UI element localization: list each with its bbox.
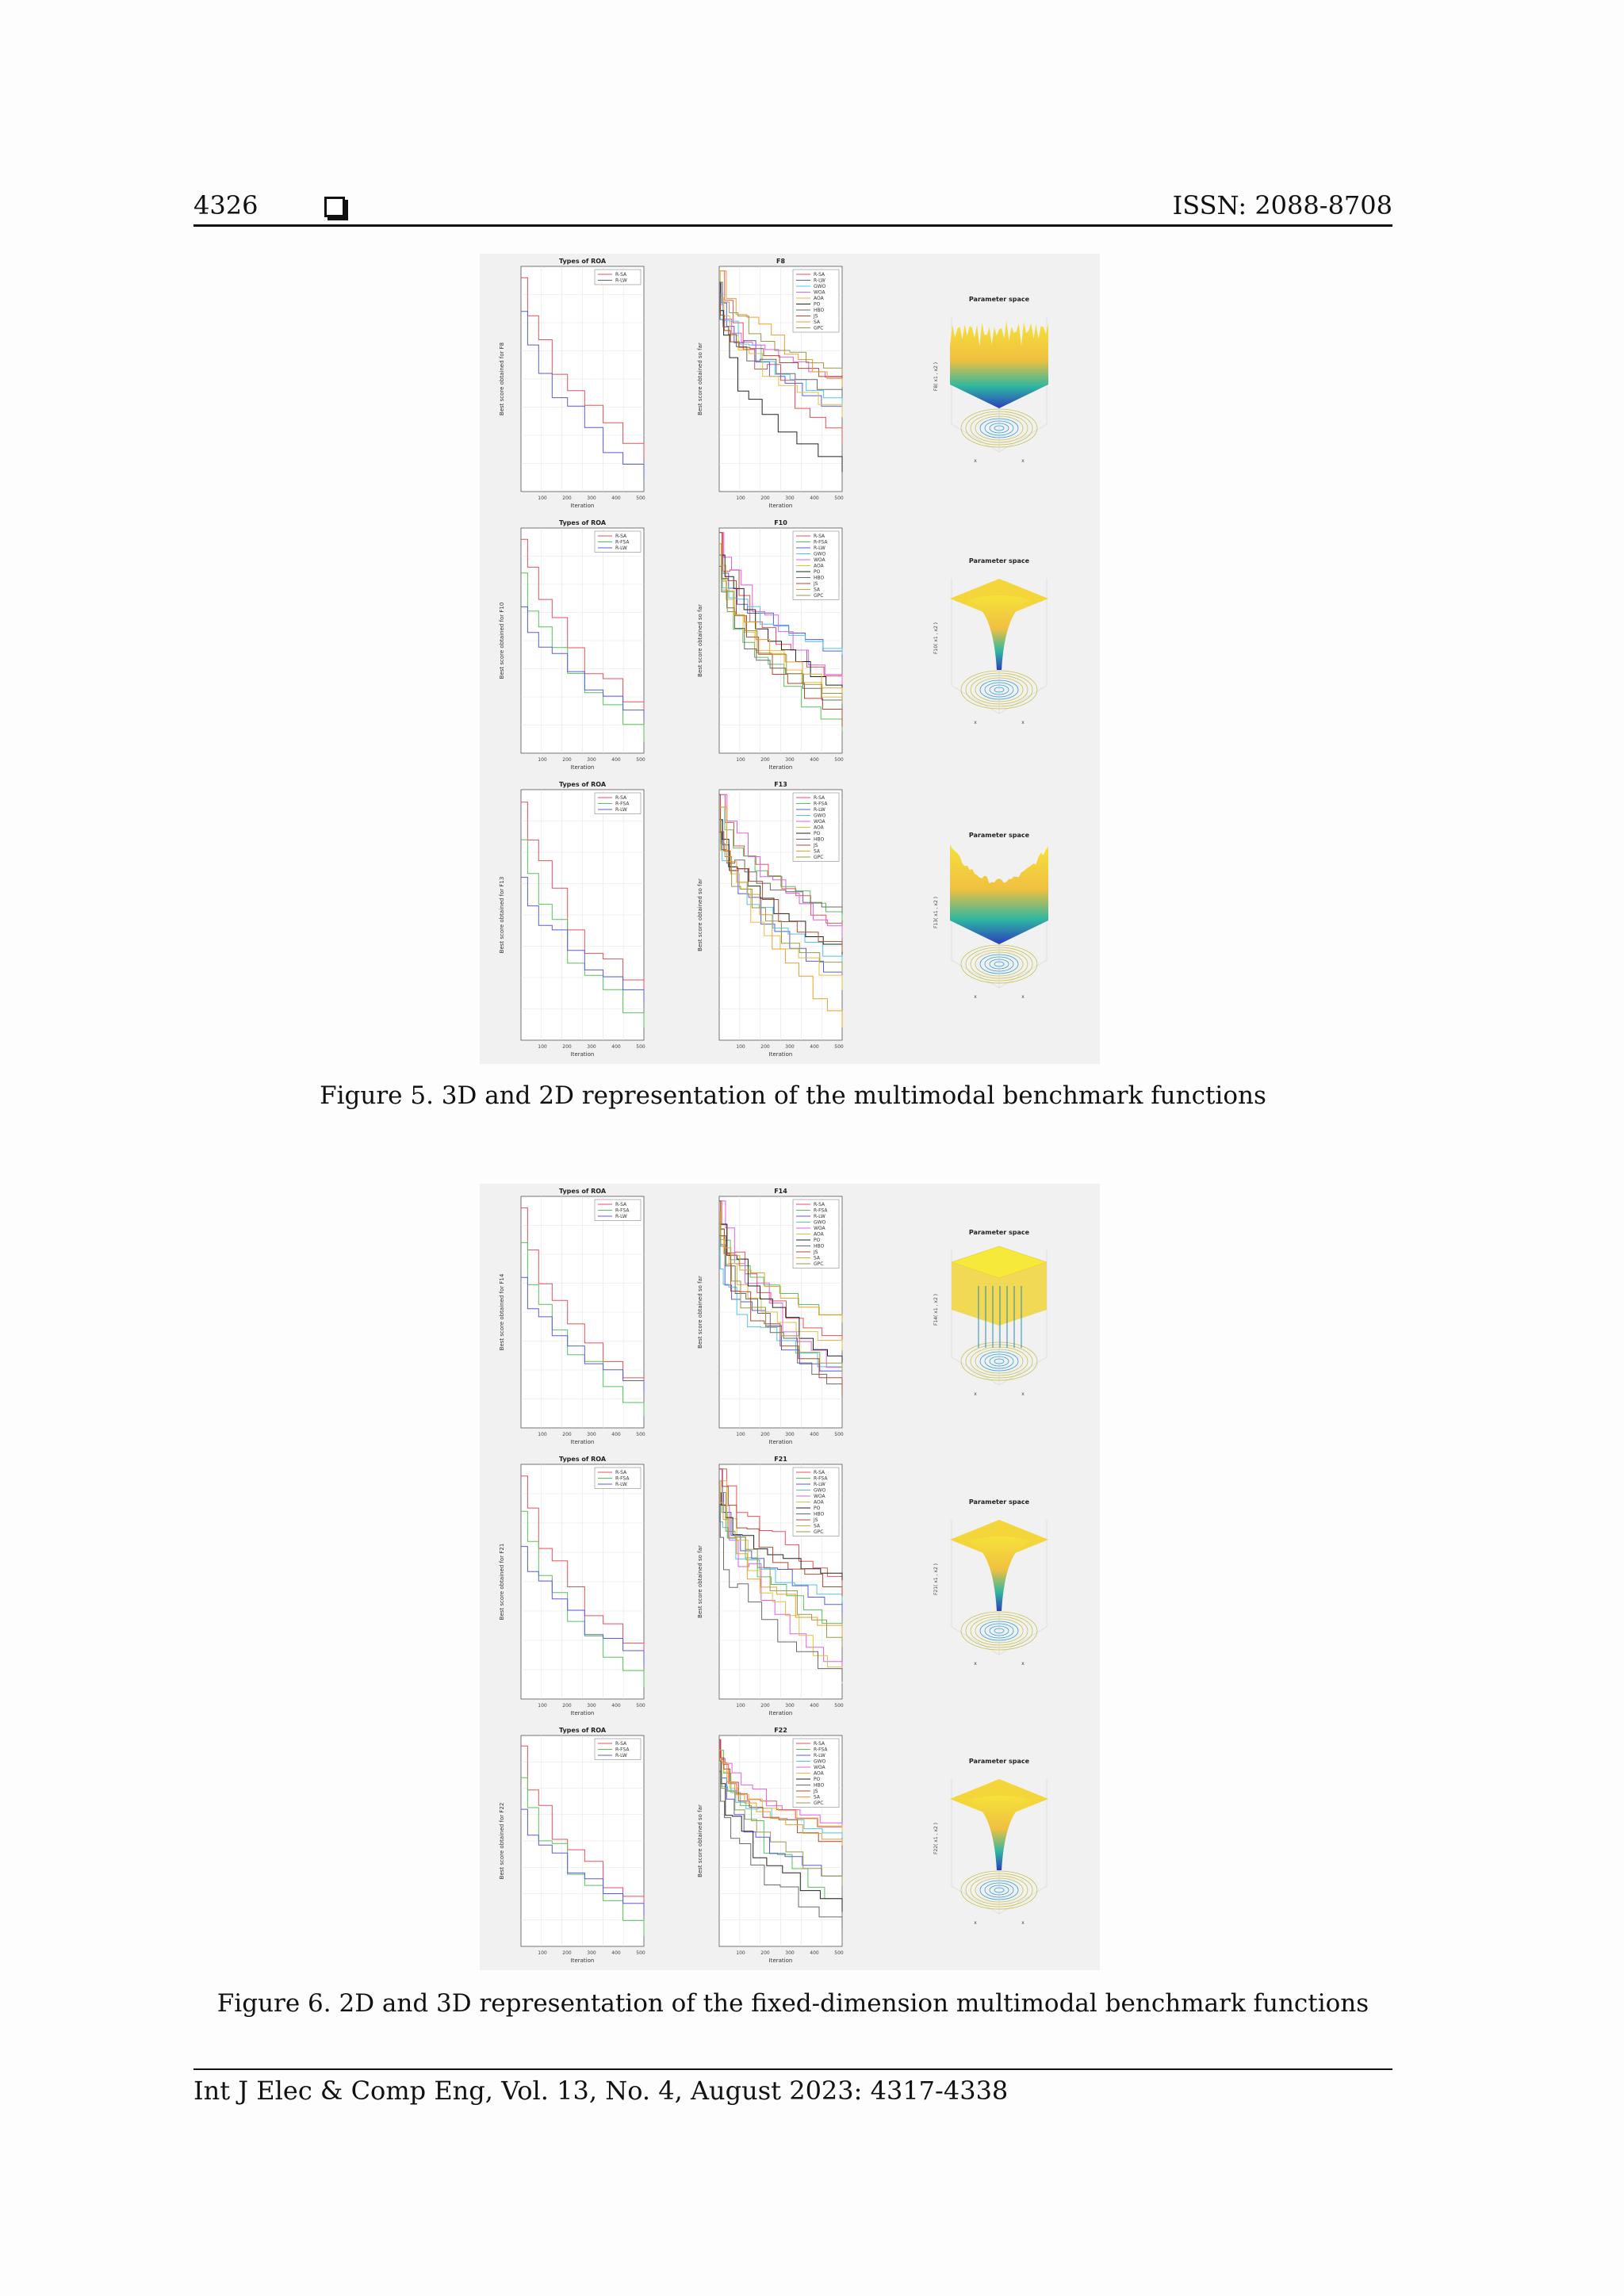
fig5-r2-left-title: Types of ROA	[558, 519, 607, 526]
fig5-r1-mid-xtick: 200	[760, 496, 770, 501]
fig6-r2-mid-xtick: 200	[760, 1703, 770, 1709]
footer-citation: Int J Elec & Comp Eng, Vol. 13, No. 4, August 2023: 4317-4338	[193, 2076, 1009, 2106]
fig6-r2-left-legend-label: R-SA	[615, 1470, 627, 1475]
fig6-r1-mid-legend-label: R-LW	[814, 1214, 825, 1219]
fig6-r3-mid-ylabel: Best score obtained so far	[697, 1804, 703, 1877]
fig6-r2-left-title: Types of ROA	[558, 1456, 607, 1463]
fig5-r3-left-ylabel: Best score obtained for F13	[499, 876, 505, 954]
fig6-r3-left-xtick: 400	[611, 1950, 621, 1956]
fig5-r3-left-legend-label: R-FSA	[615, 801, 630, 807]
fig6-r2-surface-title: Parameter space	[968, 1498, 1030, 1506]
fig6-row-1	[499, 1188, 1047, 1445]
fig5-r2-mid-xtick: 500	[834, 757, 844, 763]
fig5-r2-mid-legend-label: AOA	[814, 563, 824, 569]
fig5-r2-mid-legend-label: SA	[814, 587, 821, 593]
fig5-r3-surface-x1-label: x	[1021, 994, 1025, 1000]
fig5-r3-left-legend-label: R-SA	[615, 795, 627, 801]
fig6-r1-mid-legend-label: HBO	[814, 1243, 825, 1249]
fig6-r2-surface-x2-label: x	[974, 1661, 977, 1667]
fig6-row-3	[499, 1727, 1048, 1964]
fig6-r2-left-xtick: 100	[538, 1703, 547, 1709]
fig5-r1-left-legend-label: R-LW	[615, 277, 627, 284]
fig5-r2-mid-legend-label: WOA	[814, 557, 825, 563]
fig6-r1-mid-xtick: 300	[785, 1432, 795, 1437]
fig5-r1-mid-title: F8	[776, 258, 786, 265]
fig6-r2-mid-ylabel: Best score obtained so far	[697, 1545, 703, 1618]
fig6-r1-surface-title: Parameter space	[968, 1229, 1030, 1236]
fig6-r3-mid-xtick: 500	[834, 1950, 844, 1956]
fig5-r2-mid-xtick: 100	[736, 757, 745, 763]
fig6-r2-mid-title: F21	[774, 1456, 787, 1463]
fig6-r3-left-xtick: 300	[587, 1950, 596, 1956]
fig5-r2-left-xlabel: Iteration	[570, 764, 595, 771]
footer-rule	[193, 2068, 1392, 2070]
fig6-r1-mid-xtick: 100	[736, 1432, 745, 1437]
fig6-r3-mid-legend-label: PO	[814, 1777, 821, 1782]
fig5-r2-mid-title: F10	[774, 519, 787, 526]
fig5-r1-mid-legend-label: JS	[814, 313, 818, 320]
page-number: 4326	[193, 190, 259, 220]
fig5-r3-surface-zlabel: F13( x1 , x2 )	[933, 896, 939, 929]
fig6-r1-mid-legend-label: AOA	[814, 1231, 824, 1238]
fig5-row-2	[499, 519, 1048, 771]
fig6-r2-mid-legend-label: PO	[814, 1506, 821, 1511]
fig5-r3-mid-xtick: 400	[810, 1044, 819, 1050]
fig6-r3-surface-x1-label: x	[1021, 1920, 1025, 1926]
fig5-r1-mid-legend-label: HBO	[814, 308, 825, 313]
fig6-r2-mid-legend-label: WOA	[814, 1494, 825, 1499]
fig6-r1-mid-xlabel: Iteration	[768, 1439, 793, 1445]
fig6-r3-mid-legend-label: HBO	[814, 1782, 825, 1789]
fig5-r3-left-xlabel: Iteration	[570, 1051, 595, 1058]
fig6-r3-left-legend-label: R-SA	[615, 1741, 627, 1747]
fig5-r3-mid-legend-label: PO	[814, 831, 821, 836]
fig6-r2-mid-legend-label: AOA	[814, 1499, 824, 1506]
fig5-r3-mid-ylabel: Best score obtained so far	[697, 878, 703, 951]
fig5-r3-surface-x2-label: x	[974, 994, 977, 1000]
fig5-r2-mid-legend-label: R-LW	[814, 545, 825, 551]
fig6-r1-surface-x2-label: x	[974, 1391, 977, 1397]
fig6-r1-left-xlabel: Iteration	[570, 1439, 595, 1445]
fig5-r3-left-legend-label: R-LW	[615, 807, 627, 813]
fig6-r2-mid-xtick: 100	[736, 1703, 745, 1709]
fig6-r3-mid-legend-label: SA	[814, 1794, 821, 1800]
fig5-row-3	[499, 781, 1048, 1058]
fig5-r2-surface-zlabel: F10( x1 , x2 )	[933, 622, 939, 655]
fig5-r3-mid-legend-label: GWO	[814, 813, 826, 819]
fig5-r3-left-xtick: 400	[611, 1044, 621, 1050]
fig6-r1-left-legend-label: R-FSA	[615, 1207, 630, 1214]
fig6-r1-mid-xtick: 500	[834, 1432, 844, 1437]
fig5-r1-mid-legend-label: PO	[814, 301, 821, 308]
fig6-r3-left-ylabel: Best score obtained for F22	[499, 1802, 505, 1880]
fig6-r1-left-xtick: 100	[538, 1432, 547, 1437]
fig6-r1-mid-legend-label: GWO	[814, 1219, 826, 1226]
fig6-r2-left-xtick: 500	[636, 1703, 645, 1709]
fig6-r2-mid-xlabel: Iteration	[768, 1710, 793, 1716]
fig5-r1-mid-xtick: 500	[834, 496, 844, 501]
fig5-r3-surface-title: Parameter space	[968, 832, 1030, 839]
fig6-r2-surface-x1-label: x	[1021, 1661, 1025, 1667]
fig5-r2-left-xtick: 100	[538, 757, 547, 763]
fig5-r3-mid-xtick: 300	[785, 1044, 795, 1050]
fig5-r2-mid-legend-label: R-FSA	[814, 539, 828, 545]
fig6-r1-left-legend-label: R-LW	[615, 1214, 627, 1219]
fig6-r3-mid-legend-label: AOA	[814, 1770, 824, 1777]
fig6-r2-mid-xtick: 300	[785, 1703, 795, 1709]
fig6-r2-mid-legend-label: GPC	[814, 1529, 824, 1535]
fig5-r2-mid-legend-label: R-SA	[814, 534, 825, 539]
issn: ISSN: 2088-8708	[1172, 190, 1392, 220]
fig6-r3-mid-legend-label: R-SA	[814, 1741, 825, 1747]
fig6-r1-mid-legend-label: PO	[814, 1238, 821, 1243]
fig6-r3-mid-xtick: 300	[785, 1950, 795, 1956]
fig5-r2-left-xtick: 500	[636, 757, 645, 763]
fig5-r1-left-xtick: 200	[562, 496, 572, 501]
fig5-r2-left-legend-label: R-SA	[615, 534, 627, 539]
fig6-r2-left-xtick: 200	[562, 1703, 572, 1709]
fig5-r3-mid-legend-label: R-LW	[814, 807, 825, 813]
fig6-r1-mid-xtick: 200	[760, 1432, 770, 1437]
fig5-svg	[480, 254, 1100, 1064]
fig6-r3-surface-x2-label: x	[974, 1920, 977, 1926]
fig6-r3-mid-legend-label: R-FSA	[814, 1747, 828, 1753]
fig5-r1-left-title: Types of ROA	[558, 258, 607, 265]
fig6-r3-mid-title: F22	[774, 1727, 787, 1734]
fig6-r1-left-ylabel: Best score obtained for F14	[499, 1273, 505, 1351]
figure-5-caption: Figure 5. 3D and 2D representation of the multimodal benchmark functions	[320, 1081, 1266, 1110]
fig6-r1-mid-xtick: 400	[810, 1432, 819, 1437]
fig6-r1-left-xtick: 400	[611, 1432, 621, 1437]
fig6-r1-left-title: Types of ROA	[558, 1188, 607, 1195]
fig6-r2-mid-legend-label: R-SA	[814, 1470, 825, 1475]
fig5-r2-left-xtick: 400	[611, 757, 621, 763]
fig6-r2-mid-legend-label: JS	[814, 1517, 818, 1523]
fig6-r3-mid-legend-label: GPC	[814, 1800, 824, 1806]
fig5-r1-mid-legend-label: R-LW	[814, 277, 825, 284]
fig6-r1-mid-legend-label: R-FSA	[814, 1207, 828, 1214]
fig5-r1-surface-x2-label: x	[974, 458, 977, 464]
fig6-r1-left-xtick: 500	[636, 1432, 645, 1437]
fig5-r1-left-xtick: 100	[538, 496, 547, 501]
fig6-r2-left-xlabel: Iteration	[570, 1710, 595, 1716]
fig5-r2-left-ylabel: Best score obtained for F10	[499, 602, 505, 679]
fig5-r1-surface-zlabel: F8( x1 , x2 )	[933, 362, 939, 392]
fig6-r2-mid-legend-label: GWO	[814, 1487, 826, 1494]
fig6-r3-left-xlabel: Iteration	[570, 1957, 595, 1964]
fig5-r2-surface-title: Parameter space	[968, 557, 1030, 564]
header-rule	[193, 224, 1392, 227]
fig5-r2-mid-xtick: 200	[760, 757, 770, 763]
fig5-r1-mid-legend-label: WOA	[814, 289, 825, 296]
fig5-r2-mid-ylabel: Best score obtained so far	[697, 604, 703, 677]
fig5-r3-mid-legend-label: JS	[814, 843, 818, 848]
fig6-r3-left-title: Types of ROA	[558, 1727, 607, 1734]
fig5-r2-mid-xtick: 300	[785, 757, 795, 763]
fig5-r2-left-xtick: 200	[562, 757, 572, 763]
fig6-r3-mid-xtick: 200	[760, 1950, 770, 1956]
fig5-r3-mid-legend-label: SA	[814, 848, 821, 855]
fig5-r3-left-title: Types of ROA	[558, 781, 607, 788]
fig6-row-2	[499, 1456, 1048, 1716]
fig5-r3-mid-legend-label: AOA	[814, 825, 824, 831]
fig6-r1-mid-legend-label: GPC	[814, 1261, 824, 1267]
fig6-r3-left-xtick: 100	[538, 1950, 547, 1956]
fig6-r3-mid-legend-label: GWO	[814, 1758, 826, 1765]
fig5-r1-left-xtick: 400	[611, 496, 621, 501]
fig5-r3-mid-xtick: 500	[834, 1044, 844, 1050]
fig5-r2-mid-xlabel: Iteration	[768, 764, 793, 771]
fig6-r2-mid-legend-label: HBO	[814, 1511, 825, 1517]
fig5-r2-mid-legend-label: PO	[814, 569, 821, 575]
figure-5	[480, 254, 1100, 1064]
fig5-r1-surface-title: Parameter space	[968, 296, 1030, 303]
fig6-r1-mid-legend-label: WOA	[814, 1226, 825, 1231]
fig5-r3-left-xtick: 500	[636, 1044, 645, 1050]
fig5-r3-mid-legend-label: R-FSA	[814, 801, 828, 807]
fig5-r1-mid-legend-label: AOA	[814, 296, 824, 301]
fig5-r2-surface-x1-label: x	[1021, 720, 1025, 725]
fig5-r1-mid-legend-label: R-SA	[814, 272, 825, 277]
fig5-r2-mid-legend-label: HBO	[814, 575, 825, 581]
fig5-r1-mid-legend-label: GWO	[814, 284, 826, 289]
fig5-r1-mid-ylabel: Best score obtained so far	[697, 342, 703, 415]
fig5-r3-left-xtick: 200	[562, 1044, 572, 1050]
fig6-r2-left-ylabel: Best score obtained for F21	[499, 1543, 505, 1621]
fig5-r3-mid-legend-label: R-SA	[814, 795, 825, 801]
fig5-row-1	[499, 258, 1048, 509]
fig6-r3-left-xtick: 200	[562, 1950, 572, 1956]
fig6-r3-mid-legend-label: JS	[814, 1789, 818, 1794]
fig5-r1-mid-xtick: 100	[736, 496, 745, 501]
fig5-r3-surface-surface	[950, 844, 1048, 944]
fig5-r3-mid-legend-label: HBO	[814, 836, 825, 843]
fig5-r3-mid-xtick: 200	[760, 1044, 770, 1050]
fig5-r2-left-legend-label: R-LW	[615, 545, 627, 551]
fig5-r2-mid-legend-label: GWO	[814, 551, 826, 557]
fig6-r2-left-xtick: 400	[611, 1703, 621, 1709]
fig6-r1-left-xtick: 300	[587, 1432, 596, 1437]
fig5-r2-left-legend-label: R-FSA	[615, 539, 630, 545]
fig5-r3-mid-xtick: 100	[736, 1044, 745, 1050]
fig5-r1-mid-legend-label: GPC	[814, 325, 824, 331]
fig6-r3-surface-zlabel: F22( x1 , x2 )	[933, 1822, 939, 1855]
fig5-r1-left-ylabel: Best score obtained for F8	[499, 342, 505, 416]
fig6-r1-left-xtick: 200	[562, 1432, 572, 1437]
fig6-r1-mid-legend-label: JS	[814, 1249, 818, 1255]
fig6-r1-mid-legend-label: SA	[814, 1255, 821, 1261]
fig5-r3-left-xtick: 300	[587, 1044, 596, 1050]
fig5-r1-surface-surface	[950, 321, 1048, 408]
fig6-svg	[480, 1184, 1100, 1970]
figure-6	[480, 1184, 1100, 1970]
header-box-icon	[324, 197, 345, 217]
fig5-r1-mid-xtick: 300	[785, 496, 795, 501]
fig6-r3-left-legend-label: R-LW	[615, 1753, 627, 1758]
fig6-r2-surface-zlabel: F21( x1 , x2 )	[933, 1563, 939, 1596]
fig5-r1-mid-legend-label: SA	[814, 320, 821, 325]
fig6-r2-mid-xtick: 400	[810, 1703, 819, 1709]
fig5-r3-mid-legend-label: WOA	[814, 819, 825, 825]
fig5-r2-mid-legend-label: JS	[814, 581, 818, 587]
fig6-r1-left-legend-label: R-SA	[615, 1202, 627, 1207]
fig5-r2-mid-xtick: 400	[810, 757, 819, 763]
fig6-r2-left-xtick: 300	[587, 1703, 596, 1709]
fig6-r3-mid-xtick: 100	[736, 1950, 745, 1956]
fig5-r1-left-legend-label: R-SA	[615, 272, 627, 277]
fig5-r2-surface-x2-label: x	[974, 720, 977, 725]
fig6-r1-surface-x1-label: x	[1021, 1391, 1025, 1397]
fig6-r1-surface-zlabel: F14( x1 , x2 )	[933, 1293, 939, 1326]
fig5-r1-left-xtick: 300	[587, 496, 596, 501]
fig6-r3-mid-legend-label: WOA	[814, 1765, 825, 1770]
fig5-r1-left-xtick: 500	[636, 496, 645, 501]
fig6-r3-mid-legend-label: R-LW	[814, 1753, 825, 1758]
fig6-r2-mid-legend-label: SA	[814, 1523, 821, 1529]
fig5-r1-mid-xlabel: Iteration	[768, 503, 793, 509]
fig6-r3-left-legend-label: R-FSA	[615, 1747, 630, 1753]
fig5-r1-surface-x1-label: x	[1021, 458, 1025, 464]
fig5-r1-left-xlabel: Iteration	[570, 503, 595, 509]
fig6-r1-mid-legend-label: R-SA	[814, 1202, 825, 1207]
fig6-r2-left-legend-label: R-FSA	[615, 1475, 630, 1482]
fig5-r2-left-xtick: 300	[587, 757, 596, 763]
fig6-r1-mid-title: F14	[774, 1188, 787, 1195]
fig5-r1-mid-xtick: 400	[810, 496, 819, 501]
fig6-r2-mid-legend-label: R-FSA	[814, 1475, 828, 1482]
fig6-r3-mid-xlabel: Iteration	[768, 1957, 793, 1964]
fig5-r3-mid-legend-label: GPC	[814, 855, 824, 860]
fig6-r3-surface-title: Parameter space	[968, 1758, 1030, 1765]
figure-6-caption: Figure 6. 2D and 3D representation of the fixed-dimension multimodal benchmark functions	[216, 1989, 1369, 2018]
fig6-r1-mid-ylabel: Best score obtained so far	[697, 1276, 703, 1349]
fig5-r2-mid-legend-label: GPC	[814, 593, 824, 599]
fig6-r2-mid-legend-label: R-LW	[814, 1482, 825, 1487]
fig5-r3-mid-title: F13	[774, 781, 787, 788]
fig6-r3-left-xtick: 500	[636, 1950, 645, 1956]
fig5-r3-left-xtick: 100	[538, 1044, 547, 1050]
fig6-r2-left-legend-label: R-LW	[615, 1482, 627, 1487]
fig6-r2-mid-xtick: 500	[834, 1703, 844, 1709]
fig5-r3-mid-xlabel: Iteration	[768, 1051, 793, 1058]
fig6-r3-mid-xtick: 400	[810, 1950, 819, 1956]
